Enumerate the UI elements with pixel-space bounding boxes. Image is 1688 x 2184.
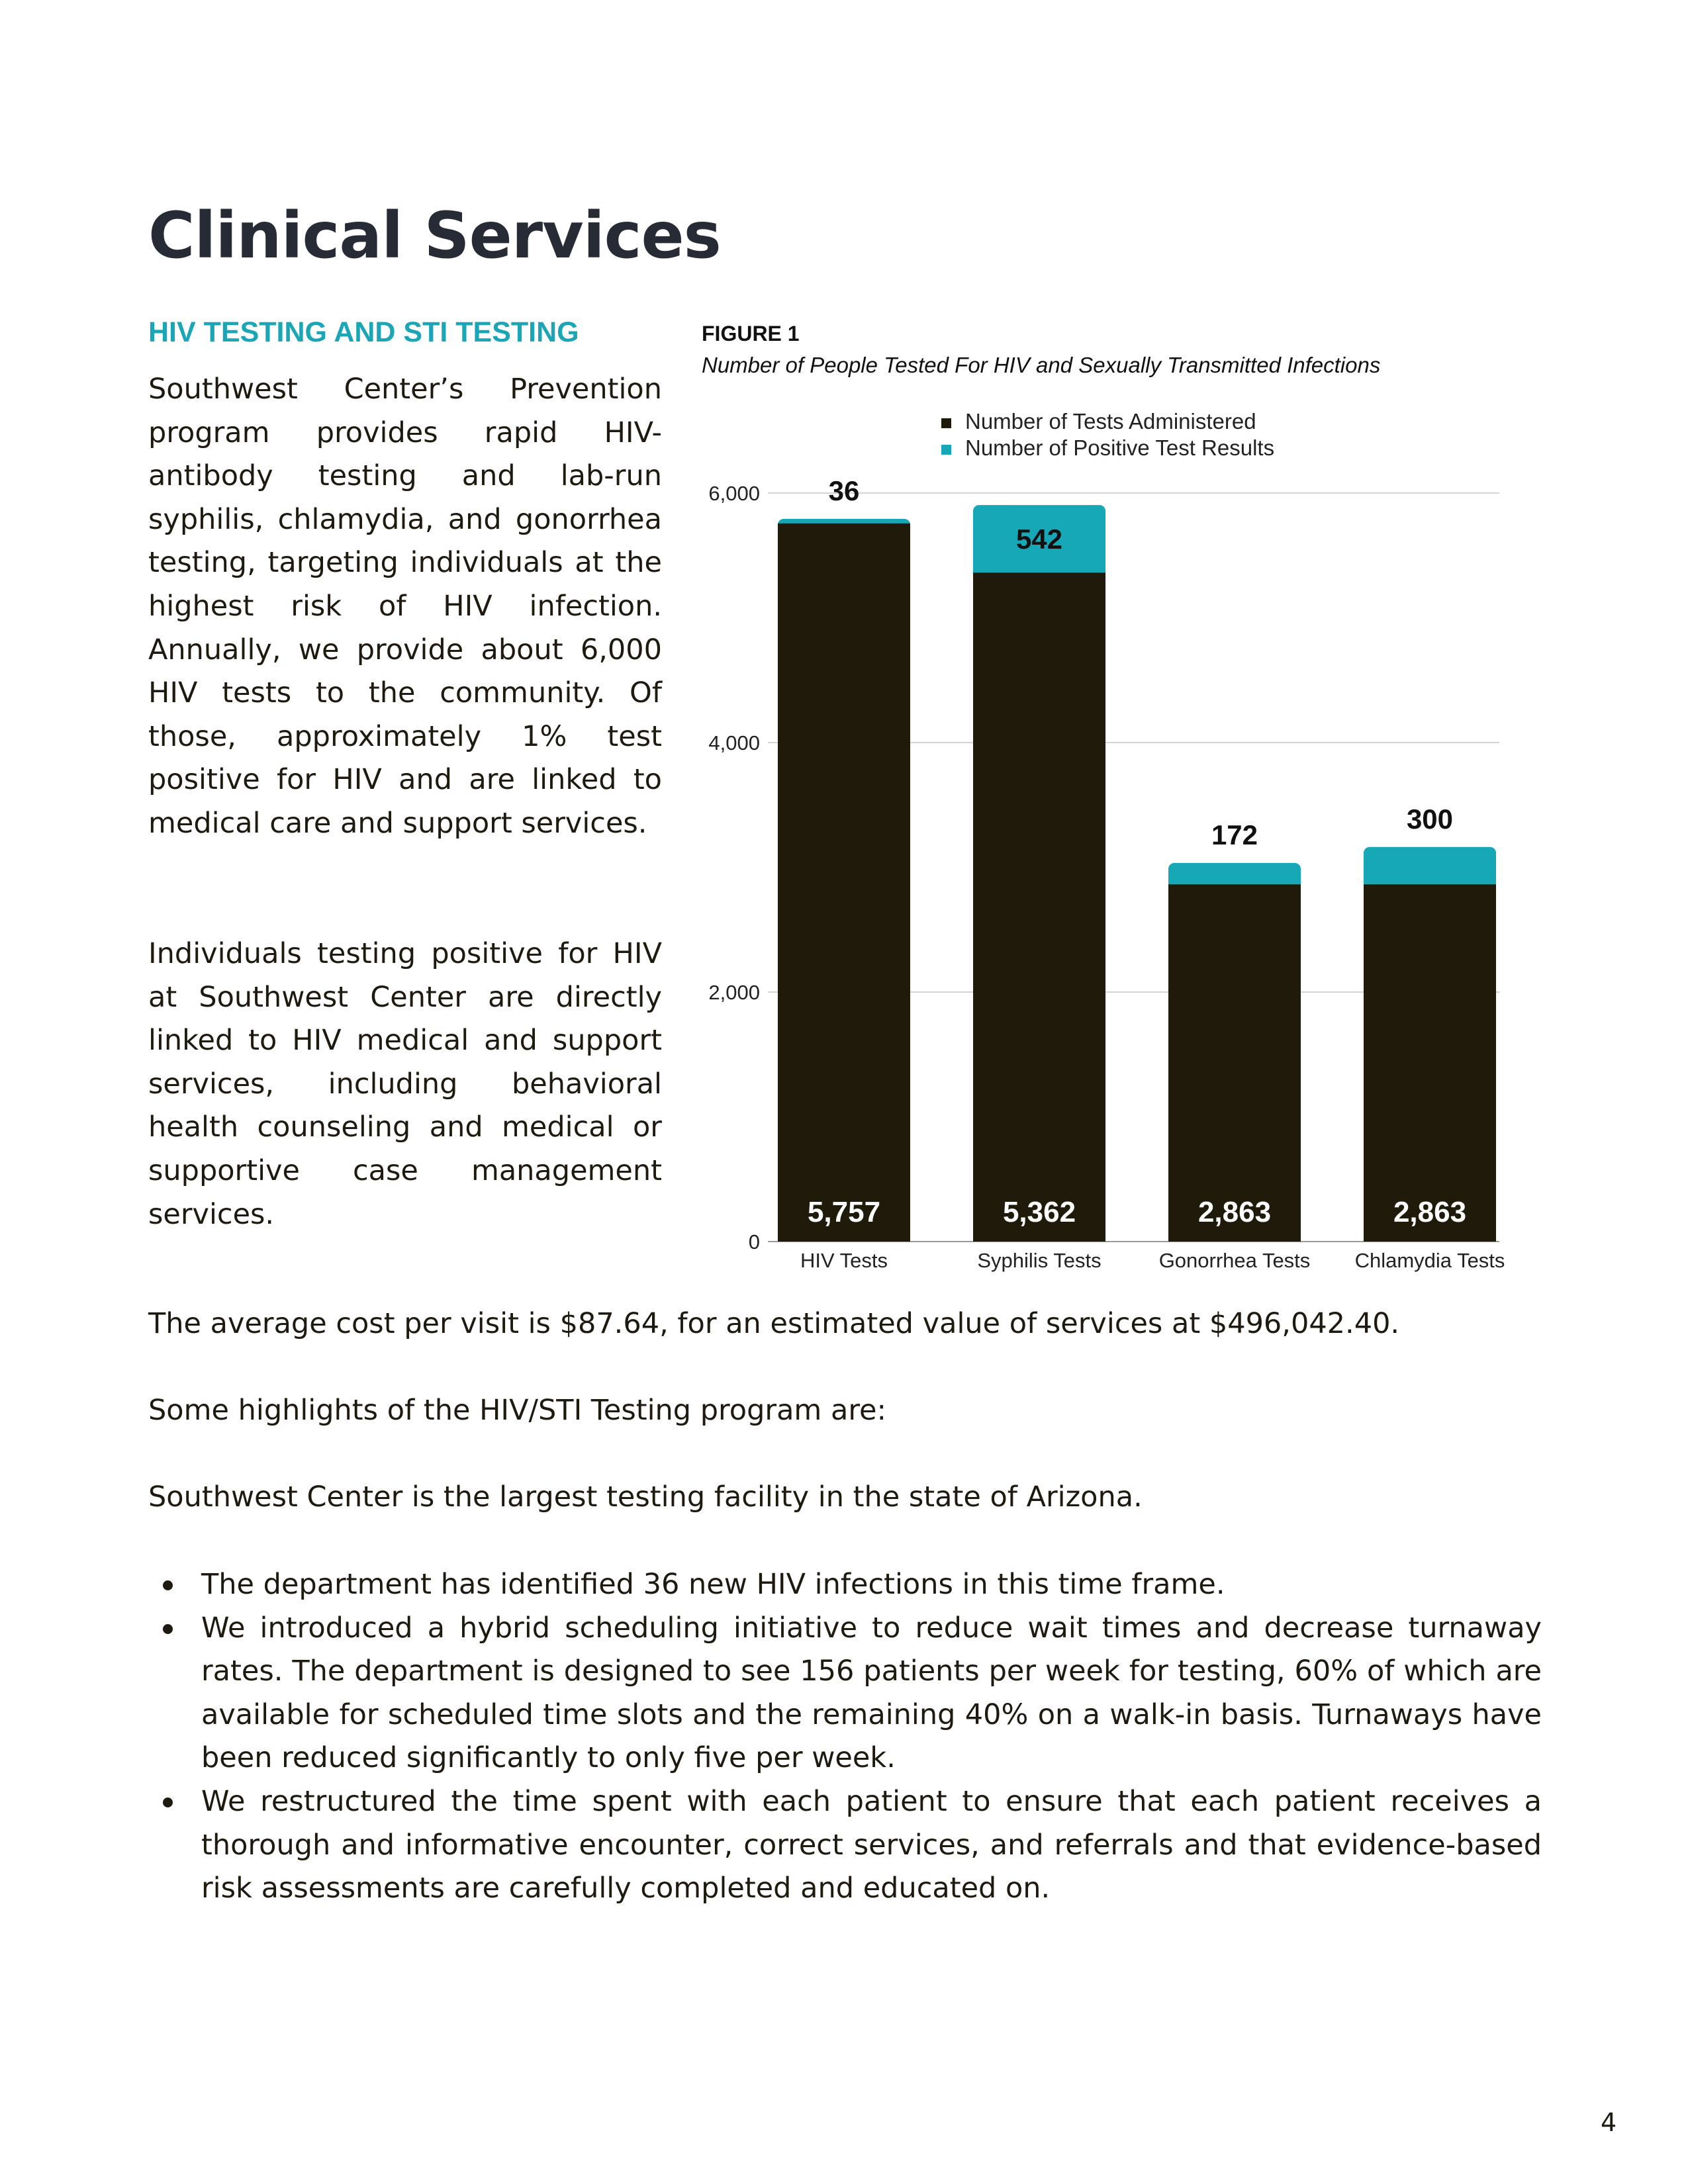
legend-label: Number of Positive Test Results	[965, 435, 1275, 460]
tests-administered-bar	[1168, 884, 1301, 1242]
legend-label: Number of Tests Administered	[965, 409, 1256, 433]
x-category-label: HIV Tests	[800, 1249, 888, 1272]
tests-administered-bar	[778, 523, 910, 1242]
highlights-intro: Some highlights of the HIV/STI Testing program are:	[148, 1394, 886, 1427]
largest-facility-line: Southwest Center is the largest testing facility in the state of Arizona.	[148, 1480, 1143, 1514]
positive-results-value-label: 542	[1015, 523, 1063, 555]
cost-line: The average cost per visit is $87.64, for an estimated value of services at $496,042.40.	[148, 1307, 1400, 1340]
list-item-text: We restructured the time spent with each patient to ensure that each patient receives a thorough and informative encounter, correct services, and referrals and that evidence-based risk assessments are carefully completed and educated on.	[201, 1784, 1542, 1905]
page-number: 4	[1601, 2108, 1617, 2137]
page-title: Clinical Services	[148, 199, 721, 273]
tests-administered-value-label: 2,863	[1393, 1196, 1467, 1228]
tests-administered-bar	[1364, 884, 1496, 1242]
x-category-label: Gonorrhea Tests	[1158, 1249, 1311, 1272]
figure-label: FIGURE 1	[702, 322, 800, 345]
list-item	[148, 1780, 1542, 1911]
x-category-label: Chlamydia Tests	[1354, 1249, 1505, 1272]
tests-administered-value-label: 2,863	[1197, 1196, 1272, 1228]
legend-swatch	[941, 418, 951, 428]
list-item-text: We introduced a hybrid scheduling initiative to reduce wait times and decrease turnaway rates. The department is designed to see 156 patients per week for testing, 60% of which are available for scheduled time slots and the remaining 40% on a walk-in basis. Turnaways have been reduced significantly to only five per week.	[201, 1611, 1542, 1775]
y-tick-label: 2,000	[708, 981, 760, 1004]
y-tick-label: 4,000	[708, 731, 760, 754]
positive-results-value-label: 172	[1211, 819, 1258, 850]
bullet-icon	[163, 1580, 173, 1590]
x-category-label: Syphilis Tests	[977, 1249, 1102, 1272]
list-item	[148, 1563, 1542, 1607]
linkage-paragraph: Individuals testing positive for HIV at Southwest Center are directly linked to HIV medical and support services, including behavioral health counseling and medical or supportive case management services.	[148, 937, 662, 1231]
bullet-icon	[163, 1624, 173, 1634]
section-heading: HIV TESTING AND STI TESTING	[148, 316, 579, 348]
list-item-text: The department has identified 36 new HIV infections in this time frame.	[201, 1568, 1225, 1601]
legend-swatch	[941, 445, 951, 455]
figure-caption: Number of People Tested For HIV and Sexually Transmitted Infections	[702, 353, 1381, 377]
tests-administered-bar	[973, 572, 1105, 1242]
list-item	[148, 1607, 1542, 1780]
positive-results-value-label: 36	[828, 475, 860, 507]
intro-paragraph: Southwest Center’s Prevention program provides rapid HIV-antibody testing and lab-run syphilis, chlamydia, and gonorrhea testing, targeting individuals at the highest risk of HIV infection. Annually, we provide about 6,000 HIV tests to the community. Of those, approximately 1% test positive for HIV and are linked to medical care and support services.	[148, 373, 662, 840]
tests-administered-value-label: 5,757	[807, 1196, 881, 1228]
y-tick-label: 0	[748, 1230, 760, 1253]
highlights-list	[148, 1563, 1542, 1911]
positive-results-value-label: 300	[1406, 803, 1454, 835]
bullet-icon	[163, 1797, 173, 1807]
y-tick-label: 6,000	[708, 482, 760, 505]
tests-administered-value-label: 5,362	[1002, 1196, 1076, 1228]
